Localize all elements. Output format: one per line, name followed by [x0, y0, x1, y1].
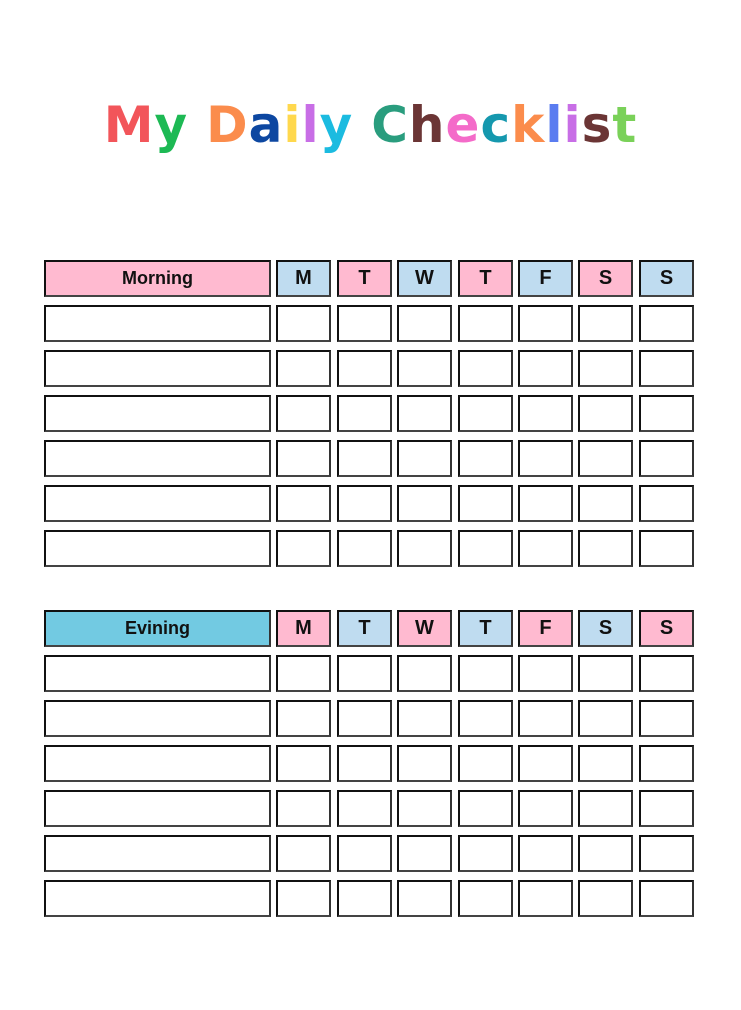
morning-checkbox[interactable]: [518, 485, 573, 522]
title-letter: l: [545, 96, 564, 154]
evining-checkbox[interactable]: [276, 700, 331, 737]
morning-task-field[interactable]: [44, 350, 271, 387]
evining-checkbox[interactable]: [276, 655, 331, 692]
evining-task-field[interactable]: [44, 880, 271, 917]
evining-checkbox[interactable]: [578, 790, 633, 827]
evining-checkbox[interactable]: [639, 655, 694, 692]
morning-checkbox[interactable]: [397, 530, 452, 567]
morning-task-field[interactable]: [44, 530, 271, 567]
morning-checkbox[interactable]: [337, 440, 392, 477]
evining-checkbox[interactable]: [518, 700, 573, 737]
evining-checkbox[interactable]: [458, 835, 513, 872]
title-letter: i: [283, 96, 302, 154]
evining-day-header: W: [397, 610, 452, 647]
title-letter: i: [563, 96, 582, 154]
evining-checkbox[interactable]: [458, 790, 513, 827]
evining-checkbox[interactable]: [337, 880, 392, 917]
morning-checkbox[interactable]: [518, 395, 573, 432]
morning-checkbox[interactable]: [458, 485, 513, 522]
morning-checkbox[interactable]: [639, 350, 694, 387]
evining-checkbox[interactable]: [639, 880, 694, 917]
evining-checkbox[interactable]: [458, 745, 513, 782]
morning-task-field[interactable]: [44, 440, 271, 477]
morning-checkbox[interactable]: [578, 350, 633, 387]
morning-checkbox[interactable]: [337, 530, 392, 567]
evining-task-field[interactable]: [44, 655, 271, 692]
morning-checkbox[interactable]: [578, 485, 633, 522]
morning-checkbox[interactable]: [518, 440, 573, 477]
morning-checkbox[interactable]: [578, 305, 633, 342]
morning-checkbox[interactable]: [397, 395, 452, 432]
title-letter: c: [480, 96, 512, 154]
evining-day-header: S: [639, 610, 694, 647]
evining-task-field[interactable]: [44, 700, 271, 737]
evining-checkbox[interactable]: [276, 835, 331, 872]
morning-checkbox[interactable]: [337, 395, 392, 432]
morning-checkbox[interactable]: [518, 530, 573, 567]
evining-day-header: M: [276, 610, 331, 647]
morning-section-header: Morning: [44, 260, 271, 297]
evining-day-header: F: [518, 610, 573, 647]
evining-checkbox[interactable]: [639, 790, 694, 827]
evining-checkbox[interactable]: [639, 745, 694, 782]
evining-task-field[interactable]: [44, 835, 271, 872]
morning-checkbox[interactable]: [276, 530, 331, 567]
morning-checkbox[interactable]: [578, 395, 633, 432]
evining-checkbox[interactable]: [276, 880, 331, 917]
evining-checkbox[interactable]: [578, 745, 633, 782]
title-letter: t: [612, 96, 638, 154]
evining-checkbox[interactable]: [337, 835, 392, 872]
evining-task-field[interactable]: [44, 745, 271, 782]
evining-checkbox[interactable]: [337, 700, 392, 737]
morning-checkbox[interactable]: [458, 440, 513, 477]
evining-day-header: T: [458, 610, 513, 647]
evining-checkbox[interactable]: [458, 700, 513, 737]
evining-checkbox[interactable]: [458, 655, 513, 692]
evining-checkbox[interactable]: [518, 790, 573, 827]
morning-day-header: T: [337, 260, 392, 297]
evining-checkbox[interactable]: [578, 835, 633, 872]
evining-checkbox[interactable]: [337, 790, 392, 827]
morning-checkbox[interactable]: [276, 305, 331, 342]
evining-checkbox[interactable]: [397, 790, 452, 827]
morning-checkbox[interactable]: [639, 305, 694, 342]
morning-checkbox[interactable]: [518, 305, 573, 342]
morning-checkbox[interactable]: [518, 350, 573, 387]
title-letter: s: [581, 96, 613, 154]
evining-checkbox[interactable]: [276, 745, 331, 782]
title-letter: y: [319, 96, 354, 154]
evining-task-field[interactable]: [44, 790, 271, 827]
evining-section-header: Evining: [44, 610, 271, 647]
evining-checkbox[interactable]: [397, 880, 452, 917]
evining-checkbox[interactable]: [276, 790, 331, 827]
title-letter: l: [301, 96, 320, 154]
morning-checkbox[interactable]: [578, 440, 633, 477]
title-letter: y: [154, 96, 189, 154]
morning-checkbox[interactable]: [639, 530, 694, 567]
morning-checkbox[interactable]: [337, 305, 392, 342]
morning-checkbox[interactable]: [276, 350, 331, 387]
evining-checkbox[interactable]: [578, 700, 633, 737]
evining-checkbox[interactable]: [397, 655, 452, 692]
morning-day-header: M: [276, 260, 331, 297]
evining-checkbox[interactable]: [578, 655, 633, 692]
morning-checkbox[interactable]: [276, 395, 331, 432]
evining-day-header: T: [337, 610, 392, 647]
morning-day-header: S: [639, 260, 694, 297]
evining-checkbox[interactable]: [518, 880, 573, 917]
morning-checkbox[interactable]: [578, 530, 633, 567]
title-letter: h: [408, 96, 446, 154]
morning-task-field[interactable]: [44, 305, 271, 342]
page-title: [0, 92, 741, 158]
morning-day-header: F: [518, 260, 573, 297]
evining-day-header: S: [578, 610, 633, 647]
evining-checkbox[interactable]: [397, 700, 452, 737]
title-letter: e: [445, 96, 481, 154]
evining-checkbox[interactable]: [397, 745, 452, 782]
morning-checkbox[interactable]: [397, 485, 452, 522]
morning-task-field[interactable]: [44, 395, 271, 432]
morning-checkbox[interactable]: [458, 395, 513, 432]
morning-day-header: W: [397, 260, 452, 297]
morning-checkbox[interactable]: [458, 530, 513, 567]
title-letter: a: [248, 96, 284, 154]
morning-checkbox[interactable]: [337, 350, 392, 387]
morning-task-field[interactable]: [44, 485, 271, 522]
evining-checkbox[interactable]: [397, 835, 452, 872]
morning-checkbox[interactable]: [276, 440, 331, 477]
evining-checkbox[interactable]: [518, 835, 573, 872]
evining-checkbox[interactable]: [518, 655, 573, 692]
morning-checkbox[interactable]: [639, 485, 694, 522]
morning-checkbox[interactable]: [458, 305, 513, 342]
morning-checkbox[interactable]: [458, 350, 513, 387]
evining-checkbox[interactable]: [578, 880, 633, 917]
morning-day-header: T: [458, 260, 513, 297]
evining-checkbox[interactable]: [518, 745, 573, 782]
evining-checkbox[interactable]: [639, 835, 694, 872]
title-letter: C: [371, 96, 409, 154]
morning-checkbox[interactable]: [397, 440, 452, 477]
evining-checkbox[interactable]: [337, 655, 392, 692]
morning-checkbox[interactable]: [397, 350, 452, 387]
morning-checkbox[interactable]: [639, 395, 694, 432]
morning-day-header: S: [578, 260, 633, 297]
evining-checkbox[interactable]: [458, 880, 513, 917]
morning-checkbox[interactable]: [276, 485, 331, 522]
title-letter: k: [511, 96, 546, 154]
morning-checkbox[interactable]: [639, 440, 694, 477]
morning-checkbox[interactable]: [397, 305, 452, 342]
evining-checkbox[interactable]: [639, 700, 694, 737]
evining-checkbox[interactable]: [337, 745, 392, 782]
title-letter: D: [206, 96, 249, 154]
title-letter: M: [103, 96, 155, 154]
morning-checkbox[interactable]: [337, 485, 392, 522]
